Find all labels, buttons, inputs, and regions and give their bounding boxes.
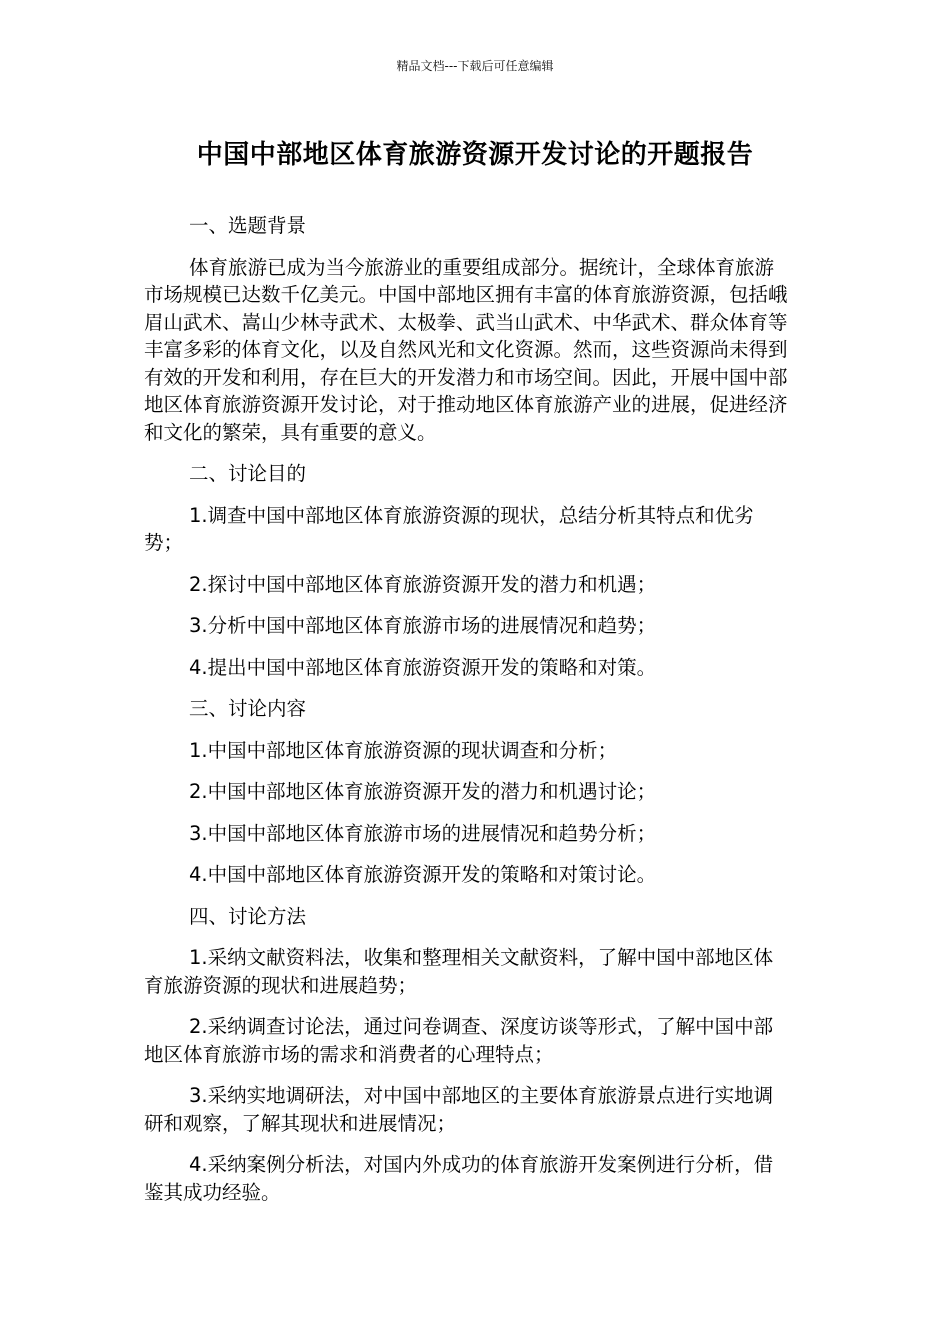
section-heading-content: 三、讨论内容 — [189, 697, 307, 720]
section-heading-purpose: 二、讨论目的 — [189, 462, 307, 485]
list-item: 4.中国中部地区体育旅游资源开发的策略和对策讨论。 — [189, 863, 657, 886]
list-item: 2.采纳调查讨论法，通过问卷调查、深度访谈等形式，了解中国中部地区体育旅游市场的需求和消费者的心理特点； — [144, 1015, 774, 1066]
list-item: 1.调查中国中部地区体育旅游资源的现状，总结分析其特点和优劣势； — [144, 503, 754, 554]
paragraph-background: 体育旅游已成为当今旅游业的重要组成部分。据统计，全球体育旅游市场规模已达数千亿美元。中国中部地区拥有丰富的体育旅游资源，包括峨眉山武术、嵩山少林寺武术、太极拳、武当山武术、中华武术、群众体育等丰富多彩的体育文化，以及自然风光和文化资源。然而，这些资源尚未得到有效的开发和利用，存在巨大的开发潜力和市场空间。因此，开展中国中部地区体育旅游资源开发讨论，对于推动地区体育旅游产业的进展，促进经济和文化的繁荣，具有重要的意义。 — [144, 255, 788, 444]
list-item: 3.采纳实地调研法，对中国中部地区的主要体育旅游景点进行实地调研和观察，了解其现状和进展情况； — [144, 1084, 774, 1135]
section-heading-methods: 四、讨论方法 — [189, 904, 307, 928]
page-header: 精品文档---下载后可任意编辑 — [396, 59, 554, 73]
list-item: 4.提出中国中部地区体育旅游资源开发的策略和对策。 — [189, 655, 657, 679]
list-item: 2.探讨中国中部地区体育旅游资源开发的潜力和机遇； — [189, 572, 657, 596]
list-item: 1.采纳文献资料法，收集和整理相关文献资料，了解中国中部地区体育旅游资源的现状和进展趋势； — [144, 946, 774, 997]
section-heading-background: 一、选题背景 — [189, 214, 307, 237]
document-body — [144, 212, 792, 1220]
list-item: 1.中国中部地区体育旅游资源的现状调查和分析； — [189, 738, 618, 762]
list-item: 3.分析中国中部地区体育旅游市场的进展情况和趋势； — [189, 614, 657, 637]
document-title: 中国中部地区体育旅游资源开发讨论的开题报告 — [196, 140, 754, 170]
list-item: 4.采纳案例分析法，对国内外成功的体育旅游开发案例进行分析，借鉴其成功经验。 — [144, 1153, 774, 1204]
list-item: 2.中国中部地区体育旅游资源开发的潜力和机遇讨论； — [189, 780, 657, 803]
list-item: 3.中国中部地区体育旅游市场的进展情况和趋势分析； — [189, 821, 657, 845]
